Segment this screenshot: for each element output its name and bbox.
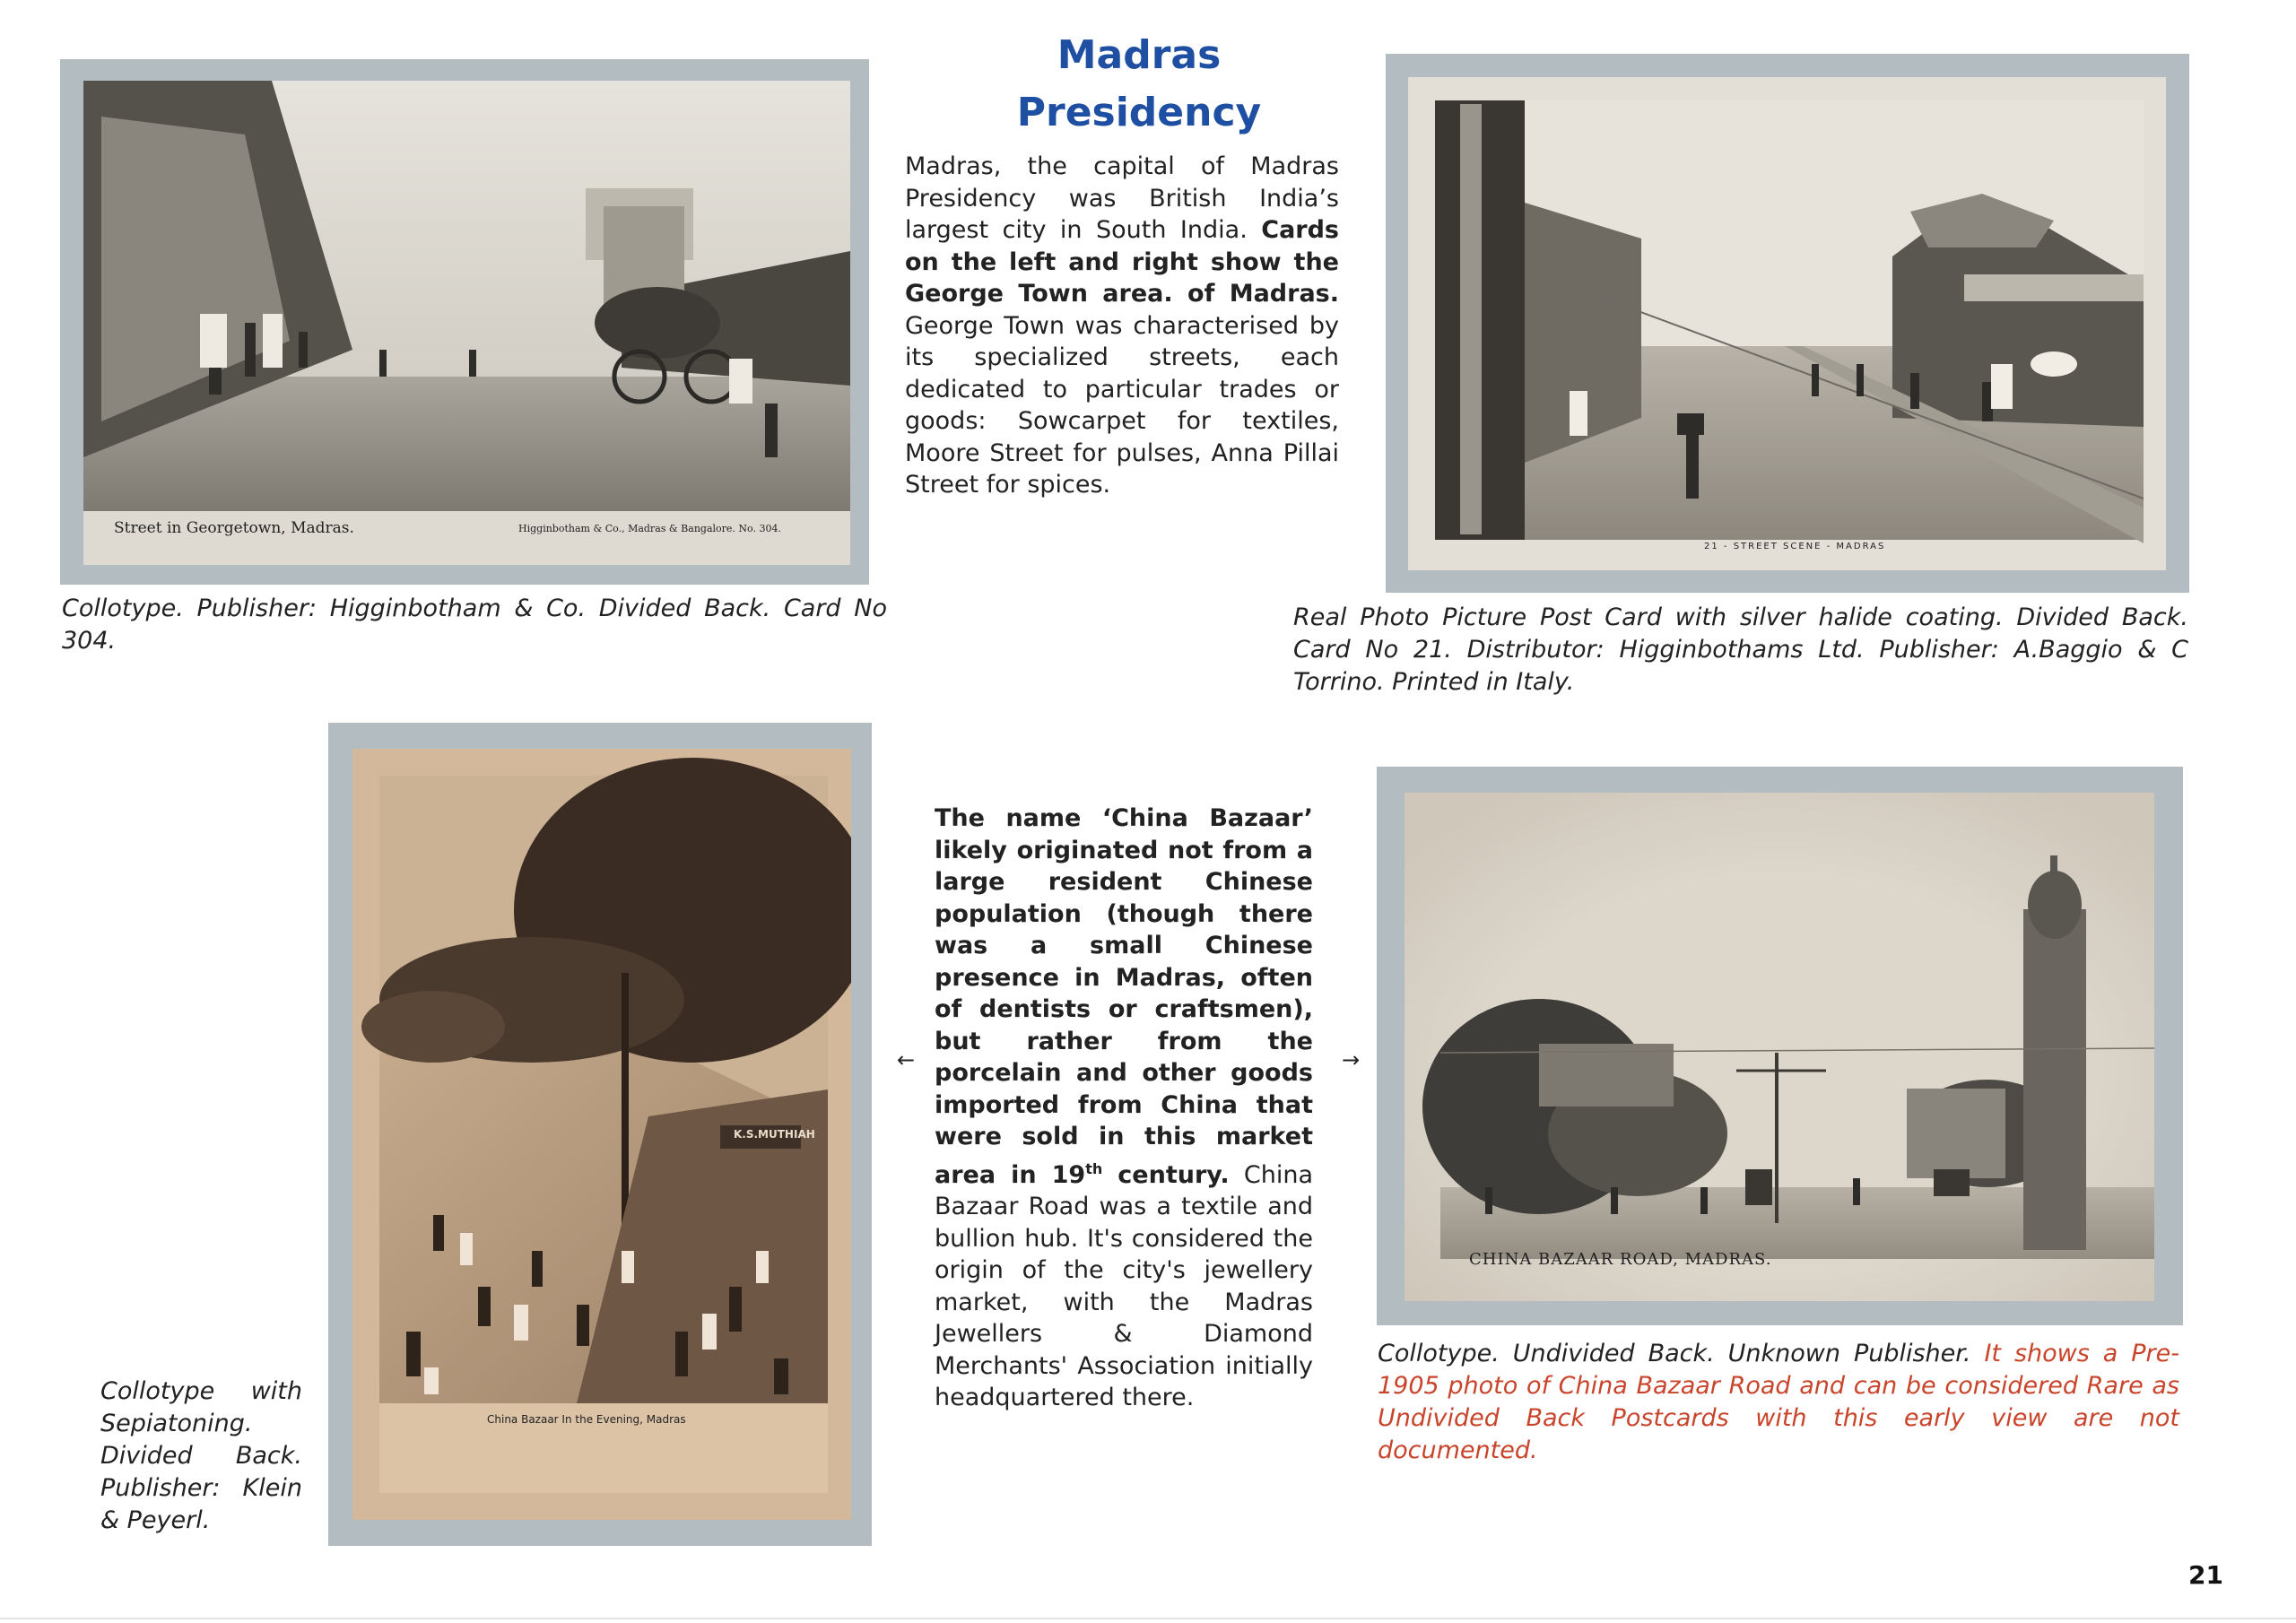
china-bazaar-paragraph <box>935 803 1313 1414</box>
caption-china-bazaar-road-highlight: It shows a Pre-1905 photo of China Bazaar Road and can be considered Rare as Undivided Back Postcards with this early view are not documented. <box>1378 1340 2179 1464</box>
china-bazaar-road-print-title: CHINA BAZAAR ROAD, MADRAS. <box>1469 1250 1772 1269</box>
bottom-divider <box>0 1618 2296 1619</box>
page-title <box>1004 27 1274 142</box>
intro-text-part1: Madras, the capital of Madras Presidency was British India’s largest city in South India. <box>905 152 1339 244</box>
georgetown-print-publisher: Higginbotham & Co., Madras & Bangalore. No. 304. <box>518 523 781 534</box>
photo-georgetown <box>83 81 850 565</box>
china-bazaar-sup: th <box>1085 1159 1103 1177</box>
photo-street-scene <box>1408 77 2166 570</box>
postcard-street-scene[interactable] <box>1408 77 2166 570</box>
street-scene-print-title: 21 - STREET SCENE - MADRAS <box>1704 542 1886 551</box>
china-bazaar-sign: K.S.MUTHIAH <box>734 1128 815 1141</box>
caption-georgetown: Collotype. Publisher: Higginbotham & Co. Divided Back. Card No 304. <box>62 595 887 655</box>
caption-china-bazaar-road <box>1378 1338 2179 1467</box>
photo-china-bazaar-road <box>1405 793 2154 1301</box>
page-title-line2: Presidency <box>1016 90 1262 135</box>
postcard-china-bazaar-road[interactable] <box>1405 793 2154 1301</box>
intro-paragraph <box>905 151 1339 501</box>
china-bazaar-normal: China Bazaar Road was a textile and bullion hub. It's considered the origin of the city's jewellery market, with the Madras Jewellers & Diamond Merchants' Association initially headquartered there. <box>935 1160 1313 1411</box>
caption-street-scene: Real Photo Picture Post Card with silver halide coating. Divided Back. Card No 21. Distributor: Higginbothams Ltd. Publisher: A.Baggio & C Torrino. Printed in Italy. <box>1293 603 2188 696</box>
china-bazaar-bold-after: century. <box>1102 1160 1230 1189</box>
page-title-line1: Madras <box>1057 32 1222 78</box>
left-arrow-icon: ← <box>897 1047 916 1072</box>
postcard-georgetown[interactable] <box>83 81 850 565</box>
page-number: 21 <box>2188 1560 2223 1590</box>
china-bazaar-bold-before: The name ‘China Bazaar’ likely originated not from a large resident Chinese population (though there was a small Chinese presence in Madras, often of dentists or craftsmen), but rather from the porcelain and other goods imported from China that were sold in this market area in 19 <box>935 804 1313 1189</box>
caption-china-bazaar-road-plain: Collotype. Undivided Back. Unknown Publisher. <box>1378 1340 1985 1367</box>
china-bazaar-evening-print-title: China Bazaar In the Evening, Madras <box>487 1413 686 1426</box>
georgetown-print-title: Street in Georgetown, Madras. <box>114 519 354 537</box>
caption-china-bazaar-evening: Collotype with Sepiatoning. Divided Back. Publisher: Klein & Peyerl. <box>100 1377 302 1534</box>
intro-text-bold: Cards on the left and right show the George Town area. of Madras. <box>905 216 1339 308</box>
right-arrow-icon: → <box>1342 1047 1361 1072</box>
intro-text-part2: George Town was characterised by its specialized streets, each dedicated to particular trades or goods: Sowcarpet for textiles, Moore Street for pulses, Anna Pillai Street for spices. <box>905 311 1339 499</box>
postcard-china-bazaar-evening[interactable] <box>352 749 851 1520</box>
